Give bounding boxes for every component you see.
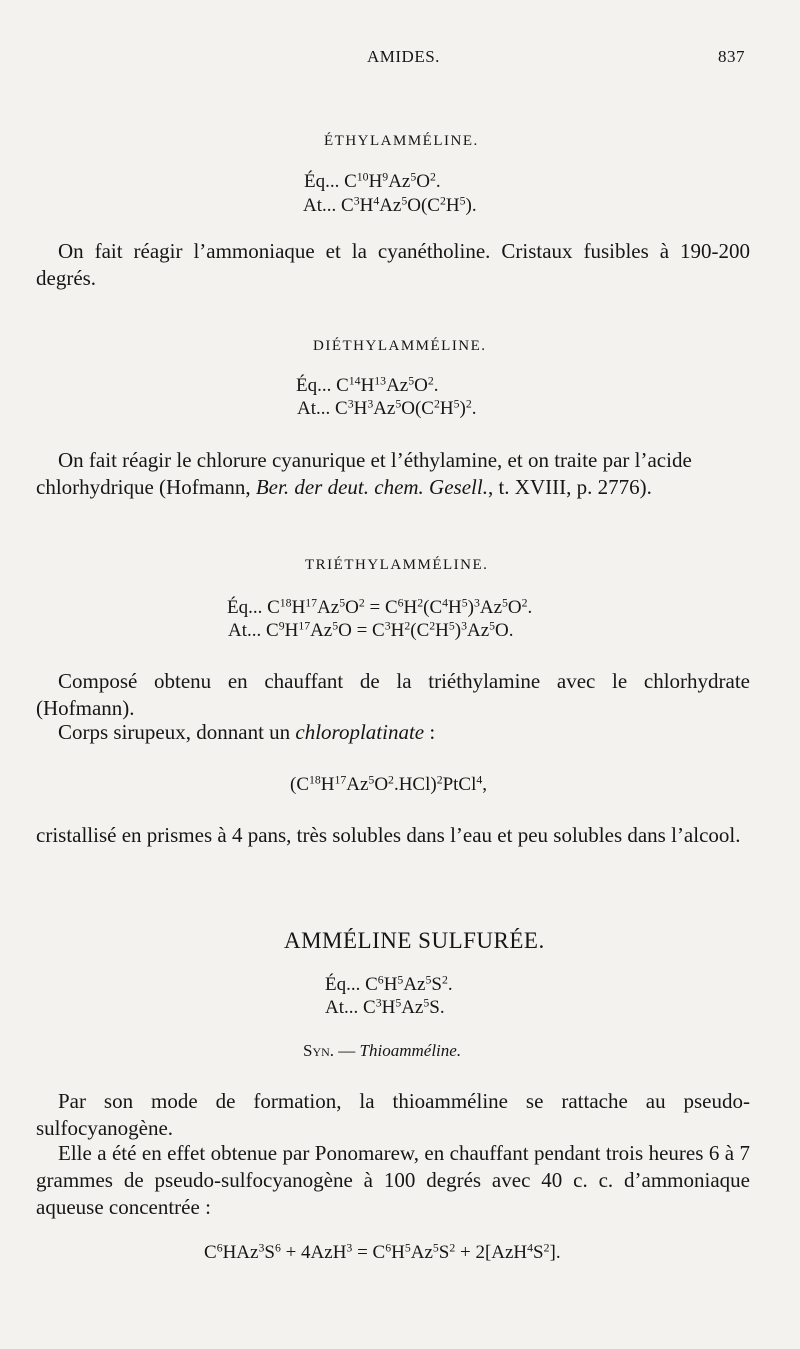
paragraph-ammeline-sulfuree-1: Par son mode de formation, la thioamméline se rattache au pseudo-sulfocyanogène. [36, 1089, 750, 1140]
term-chloroplatinate: chloroplatinate [295, 720, 425, 744]
formula-eq-ethylammeline: Éq... $C^{10}H^9Az^5O^2$. [304, 170, 441, 192]
section-heading-ethylammeline: ÉTHYLAMMÉLINE. [324, 133, 479, 149]
synonym-line: Syn. — Thioamméline. [303, 1041, 462, 1060]
formula-eq-triethylammeline: Éq... $C^{18}H^{17}Az^5O^2 = C^6H^2(C^4H^5)^3Az^5O^2$. [227, 596, 533, 618]
journal-reference: Ber. der deut. chem. Gesell. [255, 475, 488, 499]
paragraph-line: On fait réagir le chlorure cyanurique et l’éthylamine, et on traite par l’acide [58, 448, 692, 472]
paragraph-triethylammeline-3: cristallisé en prismes à 4 pans, très solubles dans l’eau et peu solubles dans l’alcool. [36, 823, 741, 847]
paragraph-line: chlorhydrique (Hofmann, Ber. der deut. chem. Gesell., t. XVIII, p. 2776). [36, 475, 652, 499]
section-heading-triethylammeline: TRIÉTHYLAMMÉLINE. [305, 557, 489, 573]
page-number: 837 [718, 47, 745, 66]
running-header-title: AMIDES. [367, 47, 440, 66]
formula-eq-diethylammeline: Éq... $C^{14}H^{13}Az^5O^2$. [296, 374, 439, 396]
synonym-label: Syn. [303, 1041, 335, 1060]
section-heading-ammeline-sulfuree: AMMÉLINE SULFURÉE. [284, 928, 545, 953]
formula-eq-ammeline-sulfuree: Éq... $C^6H^5Az^5S^2$. [325, 973, 453, 995]
eq-label: Éq... [304, 171, 340, 192]
paragraph-triethylammeline-2: Corps sirupeux, donnant un chloroplatinate : [58, 720, 436, 744]
at-label: At... [297, 398, 331, 419]
synonym-term: Thioamméline. [359, 1041, 462, 1060]
eq-label: Éq... [325, 974, 361, 995]
formula-at-triethylammeline: At... $C^9H^{17}Az^5O = C^3H^2(C^2H^5)^3Az^5O$. [228, 619, 514, 641]
formula-at-ethylammeline: At... $C^3H^4Az^5O(C^2H^5)$. [303, 194, 477, 216]
eq-label: Éq... [227, 597, 263, 618]
formula-at-ammeline-sulfuree: At... $C^3H^5Az^5S$. [325, 996, 445, 1018]
section-heading-diethylammeline: DIÉTHYLAMMÉLINE. [313, 338, 487, 354]
formula-reaction: $C^6HAz^3S^6 + 4AzH^3 = C^6H^5Az^5S^2 + 2[AzH^4S^2]$. [204, 1241, 561, 1263]
at-label: At... [303, 195, 337, 216]
at-label: At... [325, 997, 359, 1018]
eq-label: Éq... [296, 375, 332, 396]
formula-chloroplatinate: $(C^{18}H^{17}Az^5O^2.HCl)^2PtCl^4$, [290, 773, 488, 795]
paragraph-triethylammeline-1: Composé obtenu en chauffant de la triéthylamine avec le chlorhydrate (Hofmann). [36, 669, 750, 720]
at-label: At... [228, 620, 262, 641]
paragraph-diethylammeline [36, 447, 750, 501]
paragraph-ethylammeline: On fait réagir l’ammoniaque et la cyanétholine. Cristaux fusibles à 190-200 degrés. [36, 239, 750, 290]
paragraph-ammeline-sulfuree-2: Elle a été en effet obtenue par Ponomarew, en chauffant pendant trois heures 6 à 7 grammes de pseudo-sulfocyanogène à 100 degrés avec 40 c. c. d’ammoniaque aqueuse concentrée : [36, 1141, 750, 1219]
formula-at-diethylammeline: At... $C^3H^3Az^5O(C^2H^5)^2$. [297, 397, 477, 419]
